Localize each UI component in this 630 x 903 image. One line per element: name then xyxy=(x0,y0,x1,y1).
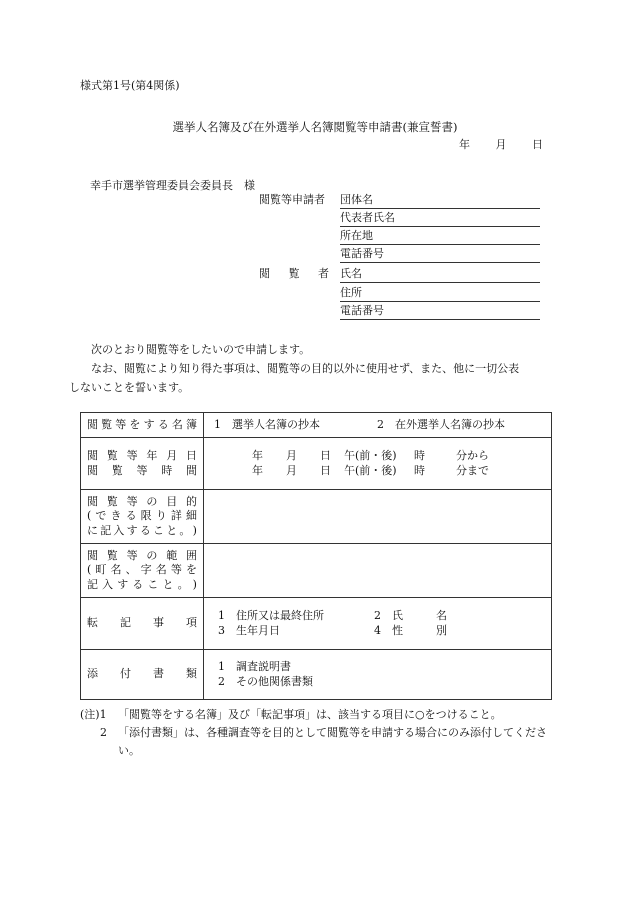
application-table xyxy=(80,412,552,700)
viewer-label: 閲 覧 者 xyxy=(259,267,329,280)
register-header: 閲 覧 等 を す る 名 簿 xyxy=(81,413,204,438)
date-day-label: 日 xyxy=(532,138,543,151)
date-line xyxy=(459,138,543,152)
datetime-cell[interactable] xyxy=(204,438,552,490)
transcribe-item-2[interactable]: 2 氏 名 xyxy=(374,609,447,623)
note-2 xyxy=(80,724,560,760)
intro-line-3: しないことを誓います。 xyxy=(69,381,190,394)
viewer-phone-field[interactable] xyxy=(340,304,540,320)
notes xyxy=(80,706,560,760)
datetime-from[interactable]: 年 月 日 午(前・後) 時 分から xyxy=(252,449,489,463)
attachments-cell[interactable] xyxy=(204,650,552,700)
table-row-scope xyxy=(81,544,552,598)
field-label-name: 氏名 xyxy=(340,267,362,280)
viewer-name-field[interactable] xyxy=(340,267,540,283)
transcribe-header: 転 記 事 項 xyxy=(81,598,204,650)
note-1-prefix: (注)1 xyxy=(80,708,107,721)
table-row-purpose xyxy=(81,490,552,544)
transcribe-item-3[interactable]: 3 生年月日 xyxy=(218,623,280,637)
note-1-text: 「閲覧等をする名簿」及び「転記事項」は、該当する項目に○をつけること。 xyxy=(118,708,502,721)
date-month-label: 月 xyxy=(495,138,507,151)
note-2-number: 2 xyxy=(100,726,107,739)
attachment-item-2[interactable]: 2 その他関係書類 xyxy=(218,674,313,688)
table-row-attachments xyxy=(81,650,552,700)
field-label-viewer-phone: 電話番号 xyxy=(340,304,384,317)
purpose-header: 閲 覧 等 の 目 的 ( で き る 限 り 詳 細 に 記 入 す る こ と 。 ) xyxy=(81,490,204,544)
field-label-viewer-address: 住所 xyxy=(340,286,362,299)
field-label-address: 所在地 xyxy=(340,229,373,242)
note-1 xyxy=(80,706,560,724)
transcribe-item-4[interactable]: 4 性 別 xyxy=(374,623,447,637)
applicant-org-name-field[interactable] xyxy=(340,193,540,209)
applicant-representative-field[interactable] xyxy=(340,211,540,227)
field-label-org-name: 団体名 xyxy=(340,193,373,206)
field-label-representative: 代表者氏名 xyxy=(340,211,395,224)
register-options-cell[interactable] xyxy=(204,413,552,438)
table-row-transcribe xyxy=(81,598,552,650)
applicant-phone-field[interactable] xyxy=(340,247,540,263)
applicant-address-field[interactable] xyxy=(340,229,540,245)
intro-line-1: 次のとおり閲覧等をしたいので申請します。 xyxy=(91,343,311,356)
attachments-header: 添 付 書 類 xyxy=(81,650,204,700)
intro-line-2: なお、閲覧により知り得た事項は、閲覧等の目的以外に使用せず、また、他に一切公表 xyxy=(91,362,520,375)
purpose-input-cell[interactable] xyxy=(204,490,552,544)
attachment-item-1[interactable]: 1 調査説明書 xyxy=(218,660,291,674)
note-2-text: 「添付書類」は、各種調査等を目的として閲覧等を申請する場合にのみ添付してください。 xyxy=(118,726,547,757)
form-number: 様式第1号(第4関係) xyxy=(80,79,180,92)
field-label-phone: 電話番号 xyxy=(340,247,384,260)
applicant-label: 閲覧等申請者 xyxy=(259,193,325,206)
table-row-register xyxy=(81,413,552,438)
datetime-header: 閲 覧 等 年 月 日 閲 覧 等 時 間 xyxy=(81,438,204,490)
scope-input-cell[interactable] xyxy=(204,544,552,598)
register-option-1[interactable]: 1 選挙人名簿の抄本 xyxy=(214,417,320,431)
table-row-datetime xyxy=(81,438,552,490)
date-year-label: 年 xyxy=(459,138,470,151)
scope-header: 閲 覧 等 の 範 囲 ( 町 名 、 字 名 等 を 記 入 す る こ と 。 ) xyxy=(81,544,204,598)
intro-text xyxy=(69,340,560,397)
transcribe-item-1[interactable]: 1 住所又は最終住所 xyxy=(218,609,324,623)
transcribe-cell[interactable] xyxy=(204,598,552,650)
datetime-to[interactable]: 年 月 日 午(前・後) 時 分まで xyxy=(252,463,489,477)
register-option-2[interactable]: 2 在外選挙人名簿の抄本 xyxy=(377,417,505,431)
viewer-address-field[interactable] xyxy=(340,286,540,302)
addressee: 幸手市選挙管理委員会委員長 様 xyxy=(90,179,255,192)
document-title: 選挙人名簿及び在外選挙人名簿閲覧等申請書(兼宣誓書) xyxy=(172,120,458,134)
